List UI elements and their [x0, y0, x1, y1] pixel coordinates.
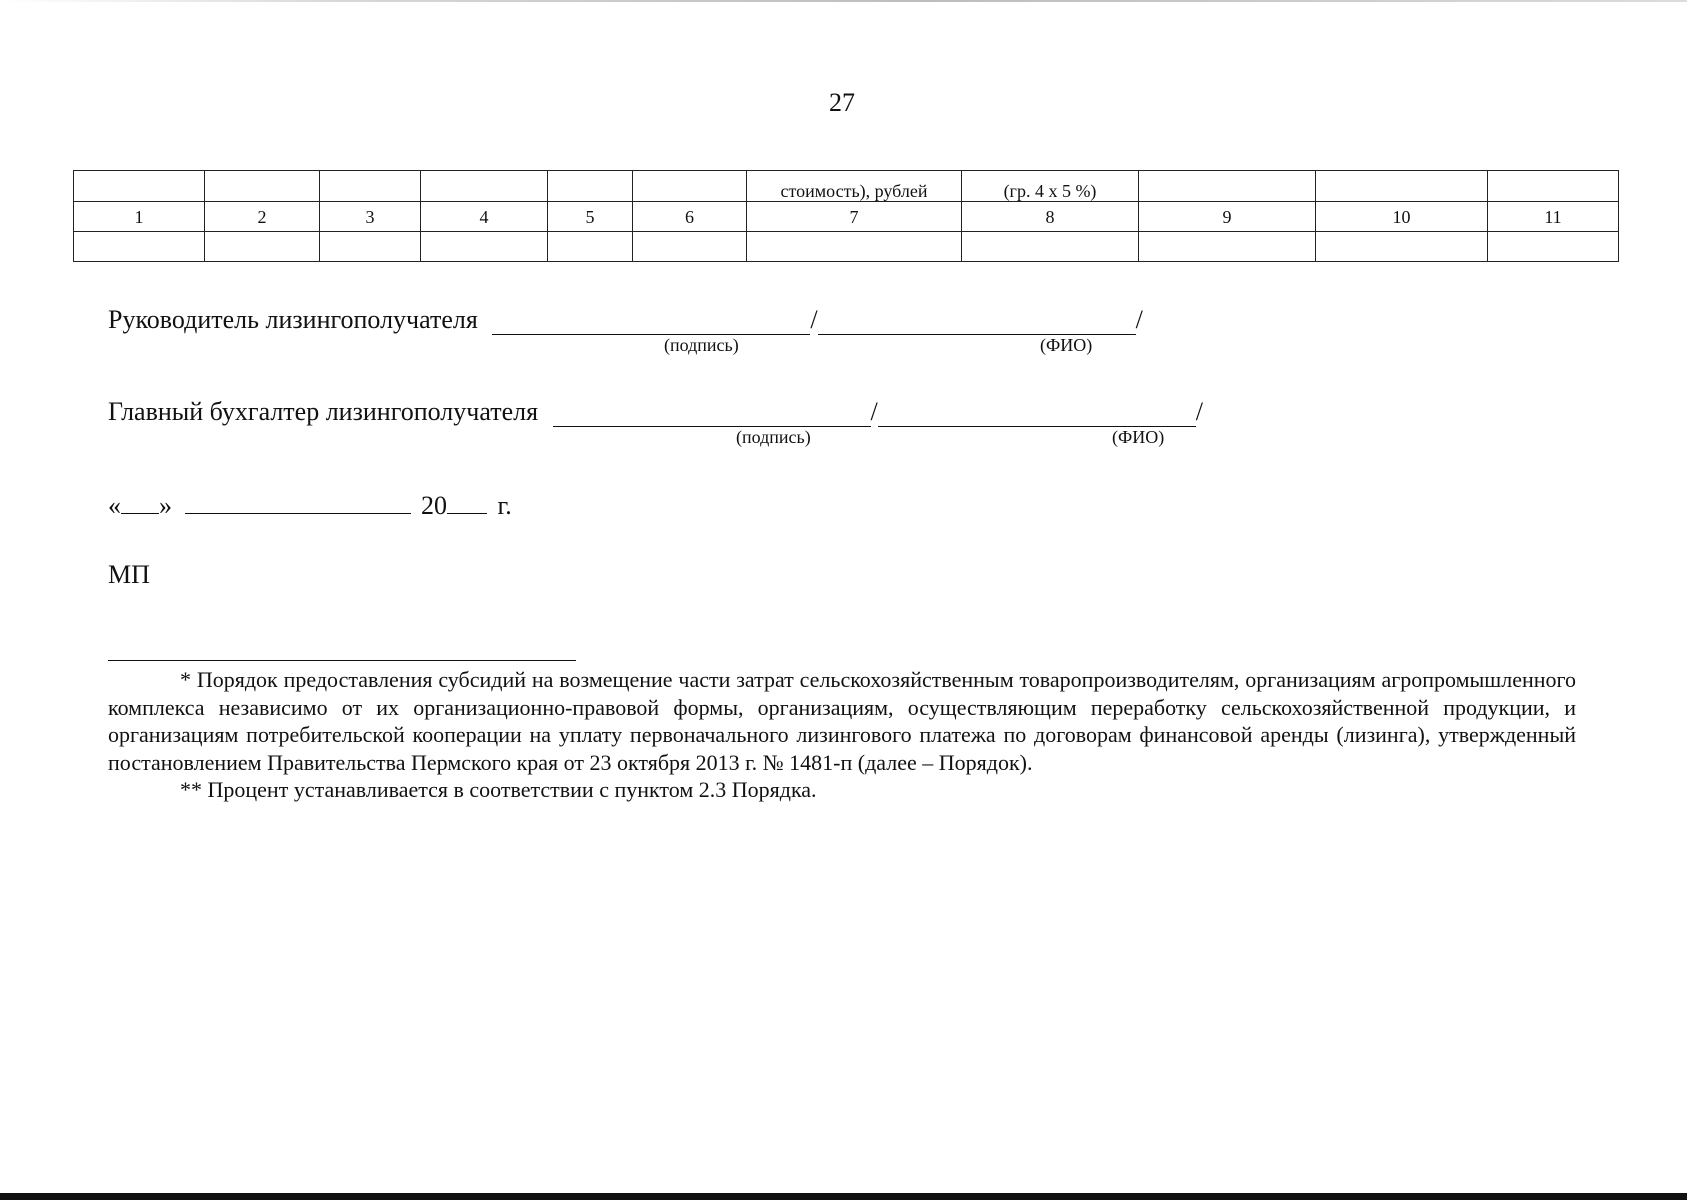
- column-number: 7: [747, 202, 962, 232]
- column-number: 6: [633, 202, 747, 232]
- table-cell: [1316, 232, 1488, 262]
- header-cell: [1316, 171, 1488, 202]
- signature-caption-accountant: (подпись): [736, 427, 811, 447]
- signature-slash: /: [810, 305, 818, 334]
- header-cell-cost: стоимость), рублей: [747, 171, 962, 202]
- table-cell: [205, 232, 320, 262]
- column-number: 9: [1139, 202, 1316, 232]
- header-cell: [74, 171, 205, 202]
- signature-label-accountant: Главный бухгалтер лизингополучателя: [108, 397, 539, 426]
- header-cell-formula: (гр. 4 x 5 %): [962, 171, 1139, 202]
- year-blank[interactable]: [447, 489, 487, 514]
- footnotes: [108, 666, 1576, 804]
- column-number: 3: [320, 202, 421, 232]
- column-number: 8: [962, 202, 1139, 232]
- table-cell: [548, 232, 633, 262]
- footnote-1: * Порядок предоставления субсидий на возмещение части затрат сельскохозяйственным товаропроизводителям, организациям агропромышленного комплекса независимо от их организационно-правовой формы, организациям, осуществляющим переработку сельскохозяйственной продукции, и организациям потребительской кооперации на уплату первоначального лизингового платежа по договорам финансовой аренды (лизинга), утвержденный постановлением Правительства Пермского края от 23 октября 2013 г. № 1481-п (далее – Порядок).: [108, 667, 1576, 775]
- table-header-row: [74, 171, 1619, 202]
- header-cell: [1139, 171, 1316, 202]
- page-number: 27: [829, 88, 855, 117]
- table-cell: [320, 232, 421, 262]
- signature-caption-head: (подпись): [664, 335, 739, 355]
- signature-slash: /: [1135, 305, 1143, 334]
- header-cell: [421, 171, 548, 202]
- table-cell: [747, 232, 962, 262]
- header-cell: [1488, 171, 1619, 202]
- signature-slash: /: [870, 397, 878, 426]
- date-open-quote: «: [108, 491, 121, 520]
- signature-blank-head[interactable]: [492, 308, 810, 335]
- column-number: 2: [205, 202, 320, 232]
- signature-label-head: Руководитель лизингополучателя: [108, 305, 478, 334]
- name-blank-accountant[interactable]: [878, 400, 1196, 427]
- header-cell: [205, 171, 320, 202]
- signature-line-head: [108, 305, 1143, 335]
- year-prefix: 20: [421, 491, 447, 520]
- table-empty-row: [74, 232, 1619, 262]
- header-cell: [548, 171, 633, 202]
- name-caption-head: (ФИО): [1040, 335, 1093, 355]
- header-cell: [633, 171, 747, 202]
- table-cell: [1488, 232, 1619, 262]
- signature-slash: /: [1195, 397, 1204, 426]
- table-cell: [633, 232, 747, 262]
- column-number: 1: [74, 202, 205, 232]
- scan-top-edge: [0, 0, 1687, 2]
- stamp-place-label: МП: [108, 560, 150, 589]
- name-caption-accountant: (ФИО): [1112, 427, 1165, 447]
- subsidy-table: [73, 170, 1619, 262]
- scan-bottom-edge: [0, 1193, 1687, 1200]
- table-cell: [421, 232, 548, 262]
- table-column-numbers-row: [74, 202, 1619, 232]
- date-close-quote: »: [159, 491, 172, 520]
- month-blank[interactable]: [185, 489, 411, 514]
- header-cell: [320, 171, 421, 202]
- table-cell: [74, 232, 205, 262]
- column-number: 10: [1316, 202, 1488, 232]
- day-blank[interactable]: [121, 489, 159, 514]
- name-blank-head[interactable]: [818, 308, 1136, 335]
- year-suffix: г.: [497, 491, 512, 520]
- table-cell: [1139, 232, 1316, 262]
- signature-blank-accountant[interactable]: [553, 400, 871, 427]
- table-cell: [962, 232, 1139, 262]
- signature-line-accountant: [108, 397, 1203, 427]
- footnote-2: ** Процент устанавливается в соответствии с пунктом 2.3 Порядка.: [180, 777, 817, 802]
- column-number: 4: [421, 202, 548, 232]
- column-number: 11: [1488, 202, 1619, 232]
- footnote-separator: [108, 660, 576, 661]
- date-line: [108, 489, 512, 521]
- column-number: 5: [548, 202, 633, 232]
